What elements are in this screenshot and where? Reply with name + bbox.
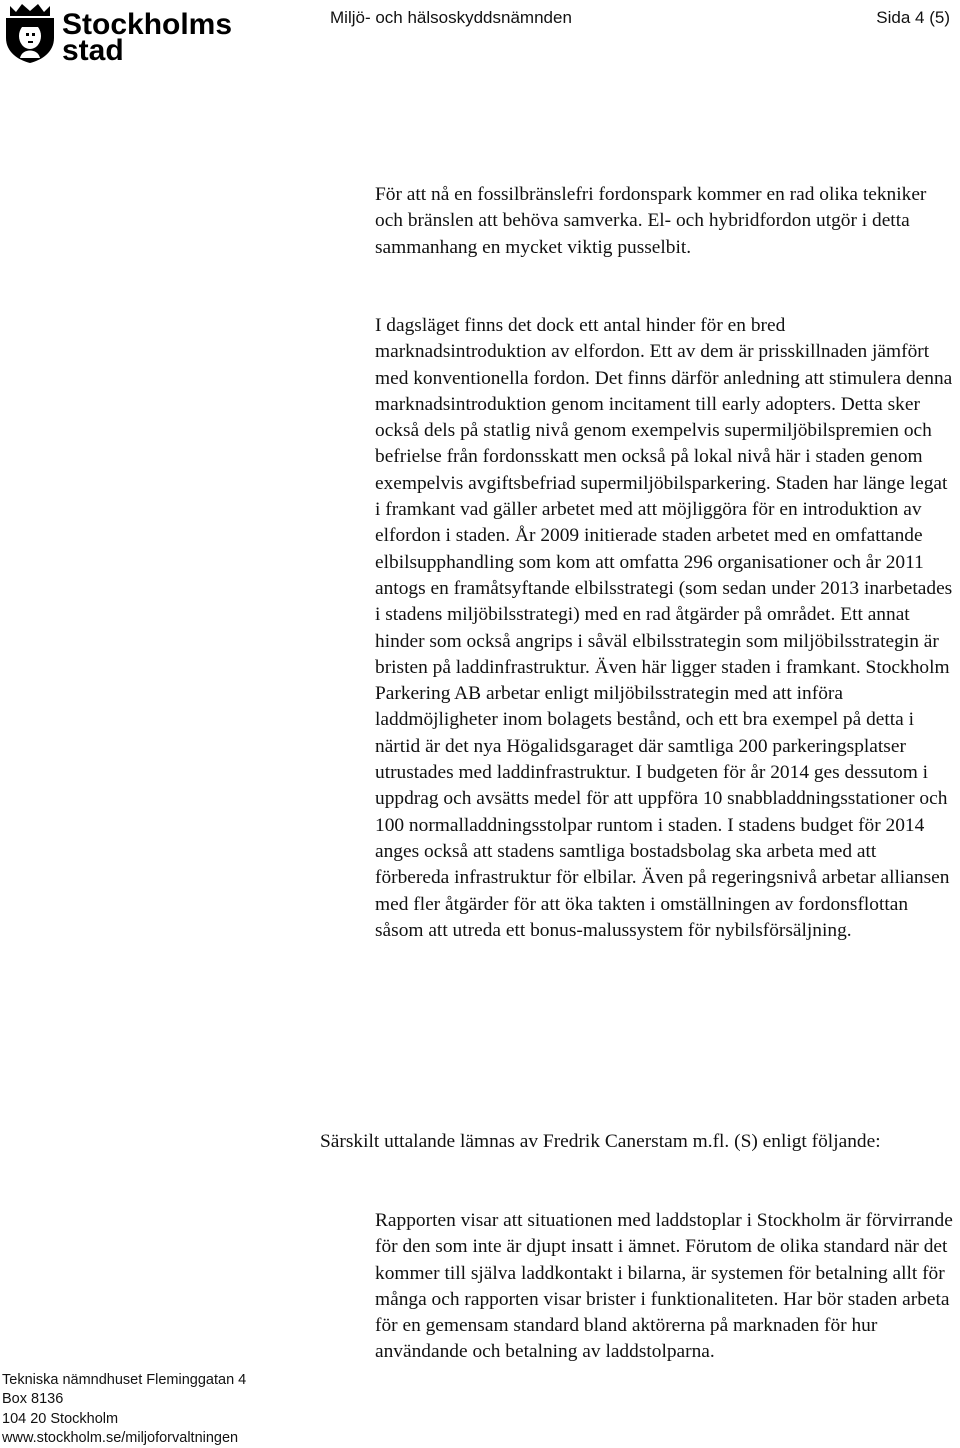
body-paragraph-3	[375, 1208, 955, 1366]
header-page-number: Sida 4 (5)	[876, 8, 950, 27]
footer-address-line2: Box 8136	[2, 1391, 64, 1408]
footer-address-line3: 104 20 Stockholm	[2, 1410, 119, 1427]
footer-website-link[interactable]: www.stockholm.se/miljoforvaltningen	[2, 1429, 239, 1446]
logo-wordmark-line1: Stockholms	[62, 8, 232, 41]
paragraph-text: För att nå en fossilbränslefri fordonspark kommer en rad olika tekniker och bränslen att behöva samverka. El- och hybridfordon utgör i detta sammanhang en mycket viktig pusselbit.	[375, 184, 927, 258]
crown-shield-emblem-icon	[6, 4, 54, 63]
footer-address-line1: Tekniska nämndhuset Fleminggatan 4	[2, 1372, 247, 1388]
body-paragraph-1	[375, 182, 955, 261]
stockholms-stad-logo	[2, 2, 232, 64]
footer-address	[2, 1371, 246, 1448]
header-department: Miljö- och hälsoskyddsnämnden	[330, 8, 572, 27]
paragraph-text: Rapporten visar att situationen med laddstoplar i Stockholm är förvirrande för den som inte är djupt insatt i ämnet. Förutom de olika standard när det kommer till själva laddkontakt i bilarna, är systemen för betalning allt för många och rapporten visar brister i funktionaliteten. Har bör staden arbeta för en gemensam standard bland aktörerna på marknaden för hur användande och betalning av laddstolparna.	[375, 1210, 953, 1363]
logo-wordmark-line2: stad	[62, 34, 124, 64]
statement-intro: Särskilt uttalande lämnas av Fredrik Canerstam m.fl. (S) enligt följande:	[320, 1131, 881, 1152]
paragraph-text: I dagsläget finns det dock ett antal hinder för en bred marknadsintroduktion av elfordon. Ett av dem är prisskillnaden jämfört med konventionella fordon. Det finns därför anledning att stimulera denna marknadsintroduktion genom incitament till early adopters. Detta sker också dels på statlig nivå genom exempelvis supermiljöbilspremien och befrielse från fordonsskatt men också på lokal nivå här i staden genom exempelvis avgiftsbefriad supermiljöbilsparkering. Staden har länge legat i framkant vad gäller arbetet med att möjliggöra för en introduktion av elfordon i staden. År 2009 initierade staden arbetet med en omfattande elbilsupphandling som kom att omfatta 296 organisationer och år 2011 antogs en framåtsyftande elbilsstrategi (som sedan under 2013 inarbetades i stadens miljöbilsstrategi) med en rad åtgärder på området. Ett annat hinder som också angrips i såväl elbilsstrategin som miljöbilsstrategin är bristen på laddinfrastruktur. Även här ligger staden i framkant. Stockholm Parkering AB arbetar enligt miljöbilsstrategin med att införa laddmöjligheter inom bolagets bestånd, och ett bra exempel på detta i närtid är det nya Högalidsgaraget där samtliga 200 parkeringsplatser utrustades med laddinfrastruktur. I budgeten för år 2014 ges dessutom i uppdrag och avsätts medel för att uppföra 10 snabbladdningsstationer och 100 normalladdningsstolpar runtom i staden. I stadens budget för 2014 anges också att stadens samtliga bostadsbolag ska arbeta med att förbereda infrastruktur för elbilar. Även på regeringsnivå arbetar alliansen med fler åtgärder för att öka takten i omställningen av fordonsflottan såsom att utreda ett bonus-malussystem för nybilsförsäljning.	[375, 315, 953, 941]
body-paragraph-2	[375, 313, 955, 944]
